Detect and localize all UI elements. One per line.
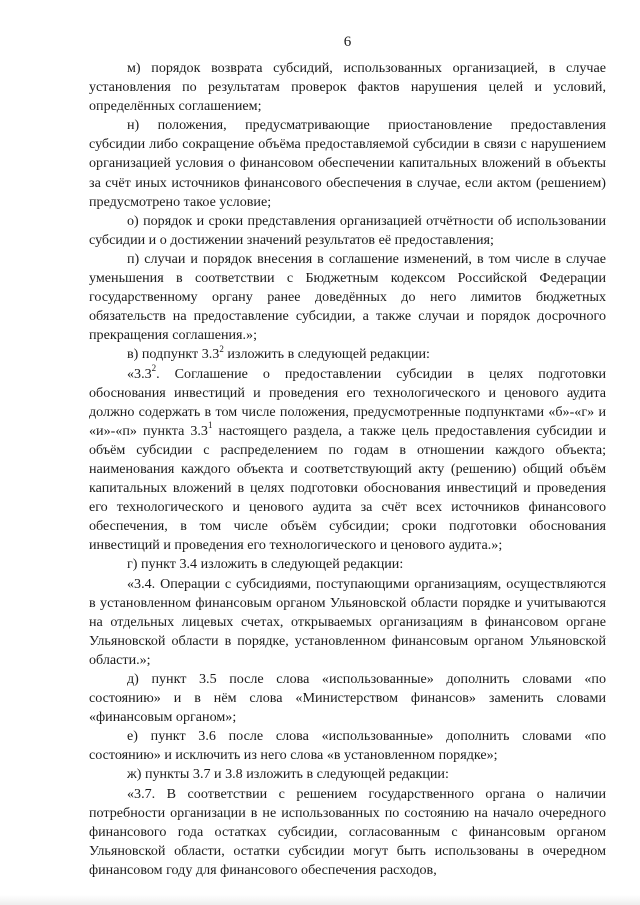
paragraph-3-3-2-middle: . Соглашение о предоставлении субсидии в целях подготовки обоснования инвестиций и проведения его технологического и ценового аудита должно содержать в том числе положения, предусмотренные подпунктами «б»-«г» и «и»-«п» пункта 3.3 [89,365,606,439]
superscript: 1 [207,420,213,431]
paragraph-n: н) положения, предусматривающие приостановление предоставления субсидии либо сокращение объёма предоставляемой субсидии в связи с нарушением организацией условия о финансовом обеспечении капитальных вложений в объекты за счёт иных источников финансового обеспечения в случае, если актом (решением) предусмотрено такое условие; [89,117,606,210]
paragraph-g: г) пункт 3.4 изложить в следующей редакции: [127,556,404,573]
paragraph-e: е) пункт 3.6 после слова «использованные» дополнить словами «по состоянию» и исключить из него слова «в установленном порядке»; [89,728,606,764]
paragraph-3-7: «3.7. В соответствии с решением государственного органа о наличии потребности организации в не использованных по состоянию на начало очередного финансового года остатках субсидии, согласованным с финансовым органом Ульяновской области, остатки субсидии могут быть использованы в очередном финансовом году для финансового обеспечения расходов, [89,785,606,878]
paragraph-m: м) порядок возврата субсидий, использованных организацией, в случае установления по результатам проверок фактов нарушения целей и условий, определённых соглашением; [89,60,606,115]
paragraph-v [89,345,606,364]
superscript: 2 [151,362,157,373]
paragraph-3-4: «3.4. Операции с субсидиями, поступающими организациям, осуществляются в установленном финансовым органом Ульяновской области порядке и учитываются на отдельных лицевых счетах, открываемых организациям в финансовом органе Ульяновской области в порядке, установленном финансовым органом Ульяновской области.»; [89,575,606,668]
paragraph-p: п) случаи и порядок внесения в соглашение изменений, в том числе в случае уменьшения в соответствии с Бюджетным кодексом Российской Федерации государственному органу ранее доведённых до него лимитов бюджетных обязательств на предоставление субсидии, а также случаи и порядок досрочного прекращения соглашения.»; [89,250,606,344]
paragraph-3-3-2 [89,362,606,556]
paragraph-zh: ж) пункты 3.7 и 3.8 изложить в следующей редакции: [127,766,449,783]
superscript: 2 [219,343,224,354]
paragraph-v-start: в) подпункт 3.3 [127,346,220,363]
paragraph-o: о) порядок и сроки представления организацией отчётности об использовании субсидии и о достижении значений результатов её предоставления; [89,212,606,248]
page-number: 6 [343,34,352,50]
paragraph-d: д) пункт 3.5 после слова «использованные» дополнить словами «по состоянию» и в нём слова «Министерством финансов» заменить словами «финансовым органом»; [89,671,606,726]
paragraph-v-end: изложить в следующей редакции: [223,346,430,363]
paragraph-3-3-2-end: настоящего раздела, а также цель предоставления субсидии и объём субсидии с распределением по годам в отношении каждого объекта; наименования каждого объекта и соответствующий акту (решению) общий объём капитальных вложений в целях подготовки обоснования инвестиций и проведения его технологического и ценового аудита за счёт всех источников финансового обеспечения, в том числе объём субсидии; сроки подготовки обоснования инвестиций и проведения его технологического и ценового аудита.»; [89,422,606,554]
scan-bottom-edge [0,895,640,905]
paragraph-3-3-2-start: «3.3 [127,365,152,382]
